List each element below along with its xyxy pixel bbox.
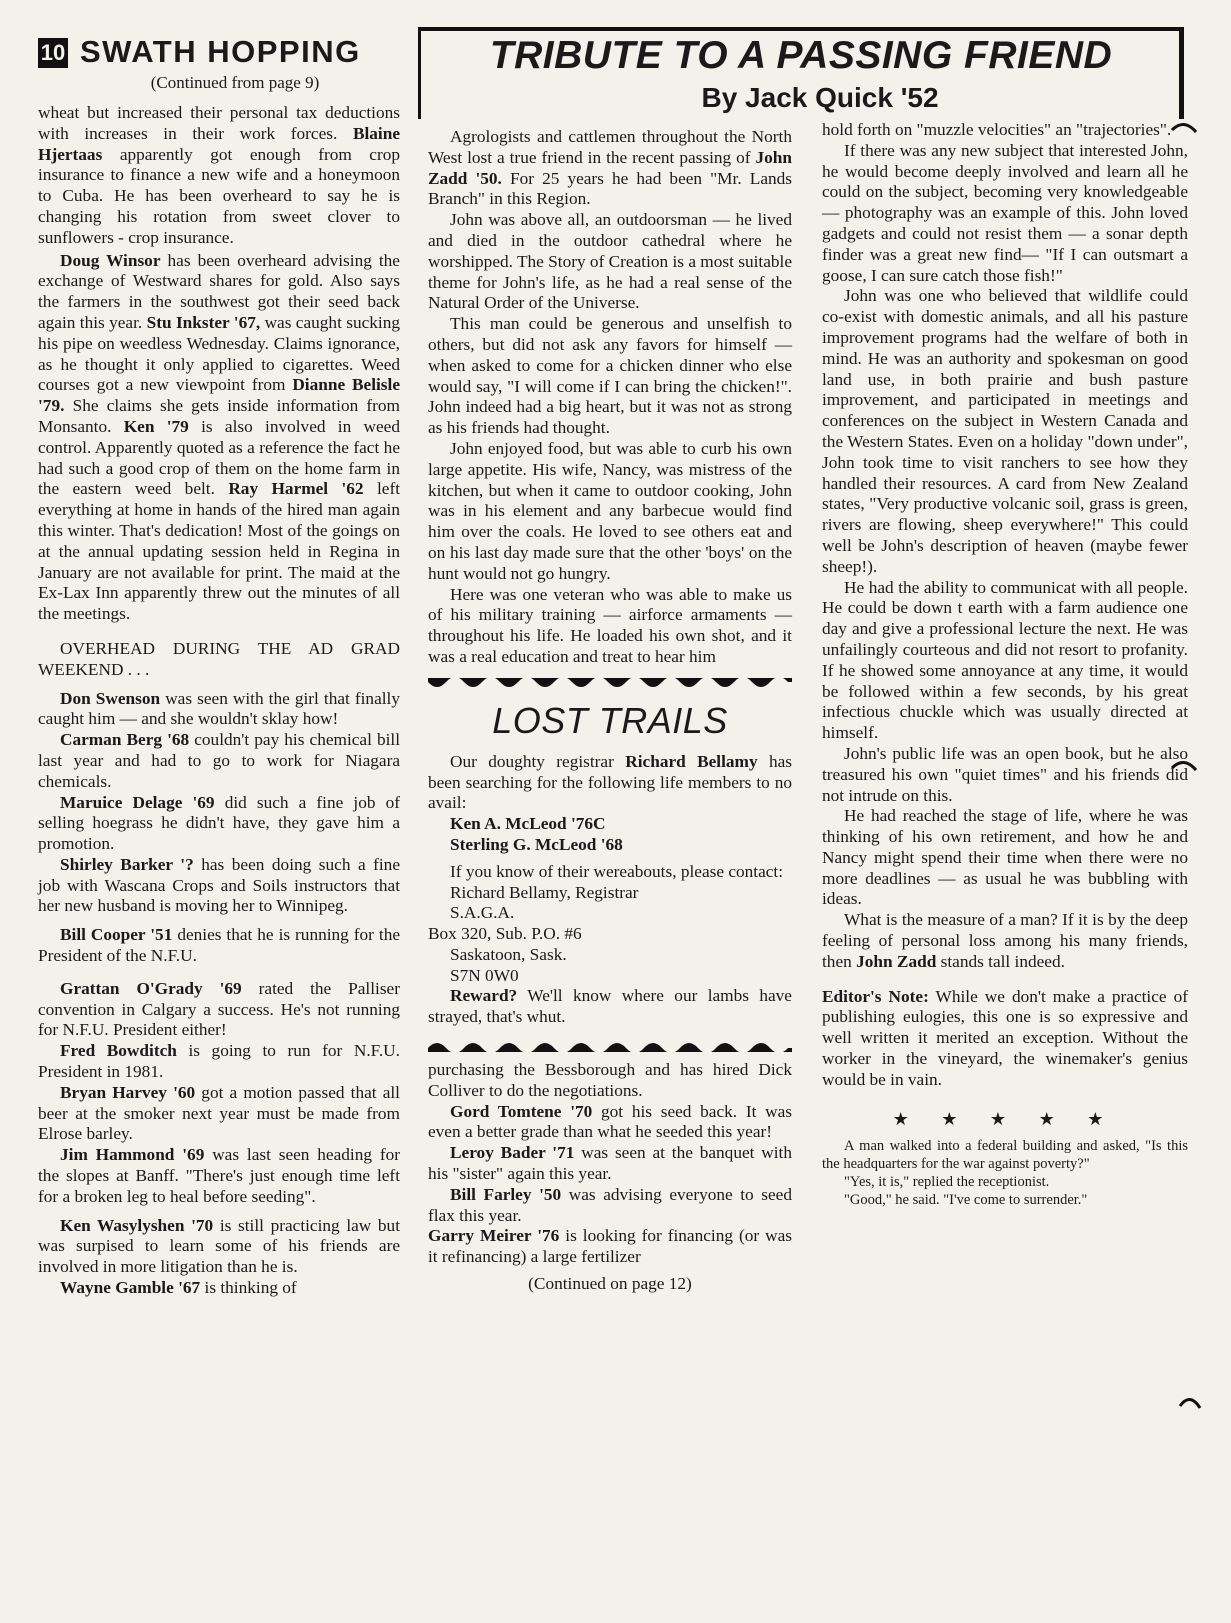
page-curl-mark <box>1170 756 1200 776</box>
continued-from-note: (Continued from page 9) <box>150 73 320 92</box>
star-divider: ★ ★ ★ ★ ★ <box>892 1108 1118 1129</box>
paragraph: John enjoyed food, but was able to curb his own large appetite. His wife, Nancy, was mistress of the kitchen, but when it came to outdoor cooking, John was in his element and any barbecue would find him over the coals. He loved to see others eat and on his last day made sure that the other 'boys' on the hunt would not go hungry. <box>428 438 792 583</box>
paragraph: Reward? We'll know where our lambs have strayed, that's whut. <box>428 986 792 1027</box>
member-name: Sterling G. McLeod '68 <box>450 834 623 854</box>
address-line: Box 320, Sub. P.O. #6 <box>428 924 582 944</box>
paragraph: Our doughty registrar Richard Bellamy has been searching for the following life members to no avail: <box>428 751 793 813</box>
paragraph: hold forth on "muzzle velocities" an "trajectories". <box>822 120 1172 139</box>
joke-text: "Yes, it is," replied the receptionist. <box>844 1174 1050 1191</box>
swath-hopping-column <box>38 103 400 1299</box>
paragraph: Here was one veteran who was able to make us of his military training — airforce armaments — throughout his life. He loaded his own shot, and it was a real education and treat to hear him <box>428 584 792 666</box>
paragraph: Garry Meirer '76 is looking for financing (or was it refinancing) a large fertilizer <box>428 1226 792 1267</box>
tribute-heading: TRIBUTE TO A PASSING FRIEND <box>489 34 1113 77</box>
swath-hopping-heading: SWATH HOPPING <box>80 34 361 69</box>
paragraph: John was above all, an outdoorsman — he lived and died in the outdoor cathedral where he worshipped. The Story of Creation is a most suitable theme for John's life, as he had a real sense of the Natural Order of the Universe. <box>428 210 792 313</box>
paragraph: If there was any new subject that interested John, he would become deeply involved and learn all he could on the subject, becoming very knowledgeable — photography was an example of this. John loved gadgets and could not resist them — a sonar depth finder was a great new find— "If I can outsmart a goose, I can sure catch those fish!" <box>822 140 1188 285</box>
page-curl-mark <box>1170 118 1200 138</box>
paragraph: He had reached the stage of life, where he was thinking of his own retirement, and how he and Nancy might spend their time when there were no more deadlines — as usual he was bubbling with ideas. <box>822 806 1188 909</box>
address-line: S.A.G.A. <box>450 903 515 923</box>
wavy-divider <box>428 1038 792 1052</box>
paragraph: Maruice Delage '69 did such a fine job of selling hoegrass he didn't have, they gave him a promotion. <box>38 792 400 854</box>
joke-text: "Good," he said. "I've come to surrender." <box>844 1192 1088 1209</box>
paragraph: Ken Wasylyshen '70 is still practicing law but was surpised to learn some of his friends are involved in more litigation than he is. <box>38 1215 401 1277</box>
paragraph: John was one who believed that wildlife could co-exist with domestic animals, and all his pasture improvement programs had the welfare of both in mind. He was an authority and spokesman on good land use, in both prairie and bush pasture improvement, and participated in meetings and conferences on the subject in Western Canada and the Western States. Even on a holiday "down under", John took time to visit ranchers to see how they handled their resources. A card from New Zealand states, "Very productive volcanic soil, grass is green, rivers are flowing, sheep everywhere!" This could well be John's description of heaven (maybe fewer sheep!). <box>822 286 1188 576</box>
paragraph: This man could be generous and unselfish to others, but did not ask any favors for himself — when asked to come for a chicken dinner who else would say, "I will come if I can bring the chicken!". John indeed had a big heart, but it was not as strong as his friends had thought. <box>428 314 792 438</box>
lost-trails-heading: LOST TRAILS <box>492 699 728 741</box>
tribute-byline: By Jack Quick '52 <box>701 82 939 113</box>
paragraph: Fred Bowditch is going to run for N.F.U. President in 1981. <box>38 1041 400 1082</box>
page-curl-mark <box>1178 1392 1204 1414</box>
paragraph: Bill Farley '50 was advising everyone to seed flax this year. <box>428 1184 792 1225</box>
right-column <box>822 120 1188 1209</box>
member-name: Ken A. McLeod '76C <box>450 814 606 834</box>
paragraph: Wayne Gamble '67 is thinking of <box>60 1278 297 1298</box>
paragraph: Bill Cooper '51 denies that he is running for the President of the N.F.U. <box>38 925 400 966</box>
paragraph: Doug Winsor has been overheard advising the exchange of Westward shares for gold. Also says the farmers in the southwest got their seed back again this year. Stu Inkster '67, was caught sucking his pipe on weedless Wednesday. Claims ignorance, as he thought it only applied to cigarettes. Weed courses got a new viewpoint from Dianne Belisle '79. She claims she gets inside information from Monsanto. Ken '79 is also involved in weed control. Apparently quoted as a reference the fact he had such a good crop of them on the home farm in the eastern weed belt. Ray Harmel '62 left everything at home in hands of the hired man again this winter. That's dedication! Most of the goings on at the annual updating session held in Regina in January are not available for print. The maid at the Ex-Lax Inn apparently threw out the minutes of all the meetings. <box>38 250 401 624</box>
paragraph: purchasing the Bessborough and has hired Dick Colliver to do the negotiations. <box>428 1060 792 1100</box>
paragraph: He had the ability to communicat with all people. He could be down t earth with a farm audience one day and give a professional lecture the next. He was unfailingly courteous and did not resort to profanity. If he showed some annoyance at any time, it would be followed within a few seconds, by his great infectious chuckle which was usually directed at himself. <box>822 577 1188 743</box>
paragraph: Don Swenson was seen with the girl that finally caught him — and she wouldn't sklay how! <box>38 688 400 729</box>
paragraph: Jim Hammond '69 was last seen heading for the slopes at Banff. "There's just enough time left for a broken leg to heal before seeding". <box>38 1145 400 1206</box>
paragraph: Shirley Barker '? has been doing such a fine job with Wascana Crops and Soils instructors that her new husband is moving her to Winnipeg. <box>38 854 400 916</box>
wavy-divider <box>428 678 792 692</box>
paragraph: Leroy Bader '71 was seen at the banquet with his "sister" again this year. <box>428 1143 792 1184</box>
address-line: Richard Bellamy, Registrar <box>450 882 639 902</box>
paragraph: John's public life was an open book, but he also treasured his own "quiet times" and his friends did not intrude on this. <box>822 743 1188 805</box>
paragraph: What is the measure of a man? If it is by the deep feeling of personal loss among his many friends, then John Zadd stands tall indeed. <box>822 910 1188 971</box>
continued-on-note: (Continued on page 12) <box>528 1274 692 1294</box>
address-line: Saskatoon, Sask. <box>450 944 567 964</box>
paragraph: wheat but increased their personal tax deductions with increases in their work forces. Blaine Hjertaas apparently got enough from crop insurance to finance a new wife and a honeymoon to Cuba. He has been overheard to say he is changing his rotation from sweet clover to sunflowers - crop insurance. <box>38 103 400 247</box>
address-line: S7N 0W0 <box>450 965 519 985</box>
editors-note: Editor's Note: While we don't make a practice of publishing eulogies, this one is so expressive and well written it merited an exception. Without the worker in the vineyard, the winemaker's genius would be in vain. <box>822 986 1188 1089</box>
paragraph: Carman Berg '68 couldn't pay his chemical bill last year and had to go to work for Niagara chemicals. <box>38 730 401 791</box>
middle-column <box>428 127 792 1295</box>
paragraph: Gord Tomtene '70 got his seed back. It was even a better grade than what he seeded this year! <box>428 1101 792 1142</box>
paragraph: Agrologists and cattlemen throughout the North West lost a true friend in the recent passing of John Zadd '50. For 25 years he had been "Mr. Lands Branch" in this Region. <box>428 127 792 209</box>
paragraph: If you know of their wereabouts, please contact: <box>450 861 784 881</box>
joke-text: A man walked into a federal building and asked, "Is this the headquarters for the war against poverty?" <box>822 1138 1188 1173</box>
page-number: 10 <box>38 38 68 68</box>
paragraph: Bryan Harvey '60 got a motion passed that all beer at the smoker next year must be made from Elrose barley. <box>38 1082 400 1144</box>
paragraph: Grattan O'Grady '69 rated the Palliser convention in Calgary a success. He's not running for N.F.U. President either! <box>38 978 400 1040</box>
section-subheading: OVERHEAD DURING THE AD GRAD WEEKEND . . . <box>38 638 400 679</box>
